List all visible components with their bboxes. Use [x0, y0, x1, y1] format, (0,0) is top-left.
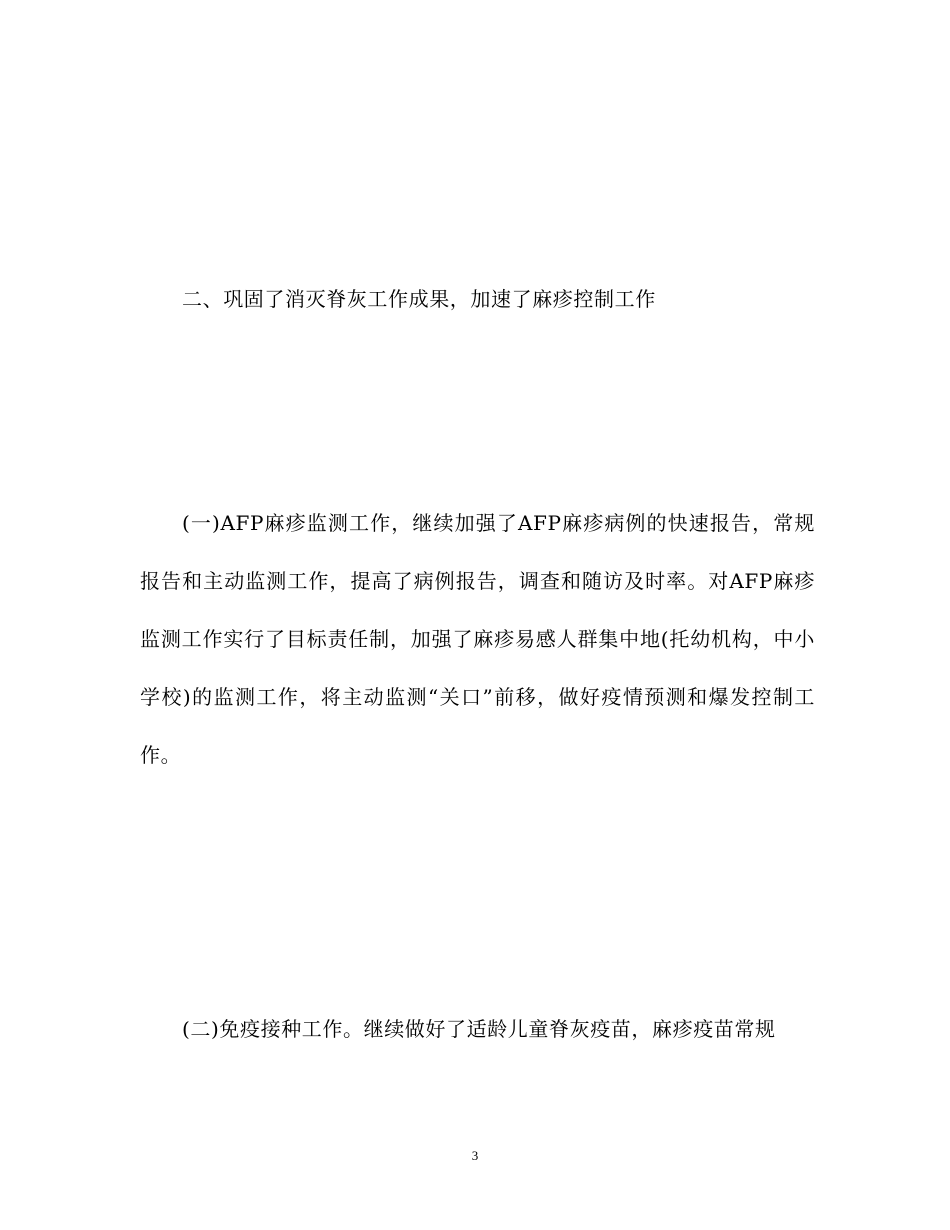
- paragraph-afp-monitoring: (一)AFP麻疹监测工作，继续加强了AFP麻疹病例的快速报告，常规报告和主动监测工作，提高了病例报告，调查和随访及时率。对AFP麻疹监测工作实行了目标责任制，加强了麻疹易感人群集中地(托幼机构，中小学校)的监测工作，将主动监测“关口”前移，做好疫情预测和爆发控制工作。: [140, 511, 815, 767]
- paragraph-immunization: (二)免疫接种工作。继续做好了适龄儿童脊灰疫苗，麻疹疫苗常规: [182, 1017, 776, 1041]
- page-number: 3: [471, 1148, 479, 1163]
- section-heading: 二、巩固了消灭脊灰工作成果，加速了麻疹控制工作: [182, 287, 656, 311]
